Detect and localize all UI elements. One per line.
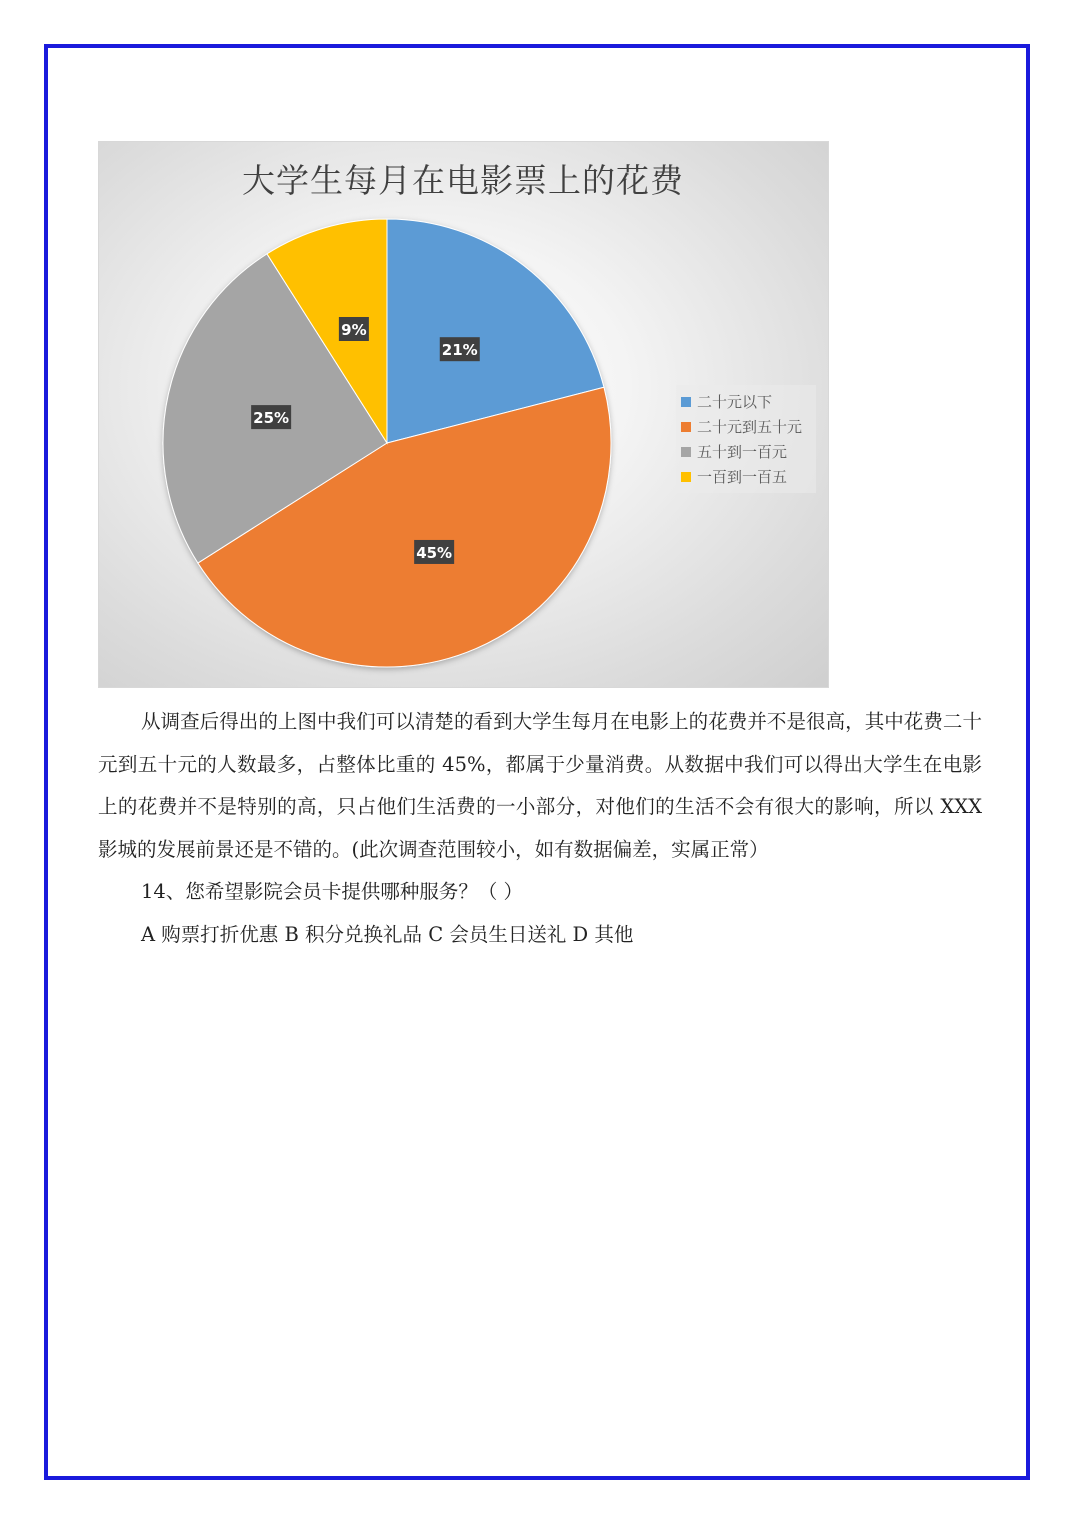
question-14-options: A 购票打折优惠 B 积分兑换礼品 C 会员生日送礼 D 其他 [141, 922, 634, 946]
legend-label: 五十到一百元 [697, 443, 788, 461]
data-label-4 [339, 317, 369, 341]
legend-item-4 [676, 464, 816, 489]
question-14: 14、您希望影院会员卡提供哪种服务？（ ） [141, 880, 524, 903]
data-label-2 [414, 540, 454, 564]
legend-item-3 [676, 439, 816, 464]
chart-legend [676, 385, 816, 493]
legend-label: 二十元到五十元 [697, 418, 803, 436]
data-label-1 [440, 337, 480, 361]
data-label-text: 45% [416, 543, 453, 562]
pie-chart [98, 141, 829, 688]
data-label-text: 9% [341, 320, 367, 339]
legend-swatch [681, 472, 691, 482]
data-label-text: 21% [441, 341, 478, 360]
body-text [98, 701, 982, 956]
data-label-3 [251, 405, 291, 429]
legend-item-1 [676, 389, 816, 414]
legend-swatch [681, 397, 691, 407]
legend-label: 一百到一百五 [697, 468, 788, 486]
data-label-text: 25% [253, 409, 290, 428]
legend-item-2 [676, 414, 816, 439]
legend-label: 二十元以下 [697, 393, 773, 411]
chart-title: 大学生每月在电影票上的花费 [242, 161, 684, 200]
legend-swatch [681, 447, 691, 457]
legend-swatch [681, 422, 691, 432]
analysis-paragraph: 从调查后得出的上图中我们可以清楚的看到大学生每月在电影上的花费并不是很高，其中花费二十元到五十元的人数最多，占整体比重的 45%，都属于少量消费。从数据中我们可以得出大学生在电影上的花费并不是特别的高，只占他们生活费的一小部分，对他们的生活不会有很大的影响，所以 XXX 影城的发展前景还是不错的。(此次调查范围较小，如有数据偏差，实属正常） [98, 710, 982, 861]
